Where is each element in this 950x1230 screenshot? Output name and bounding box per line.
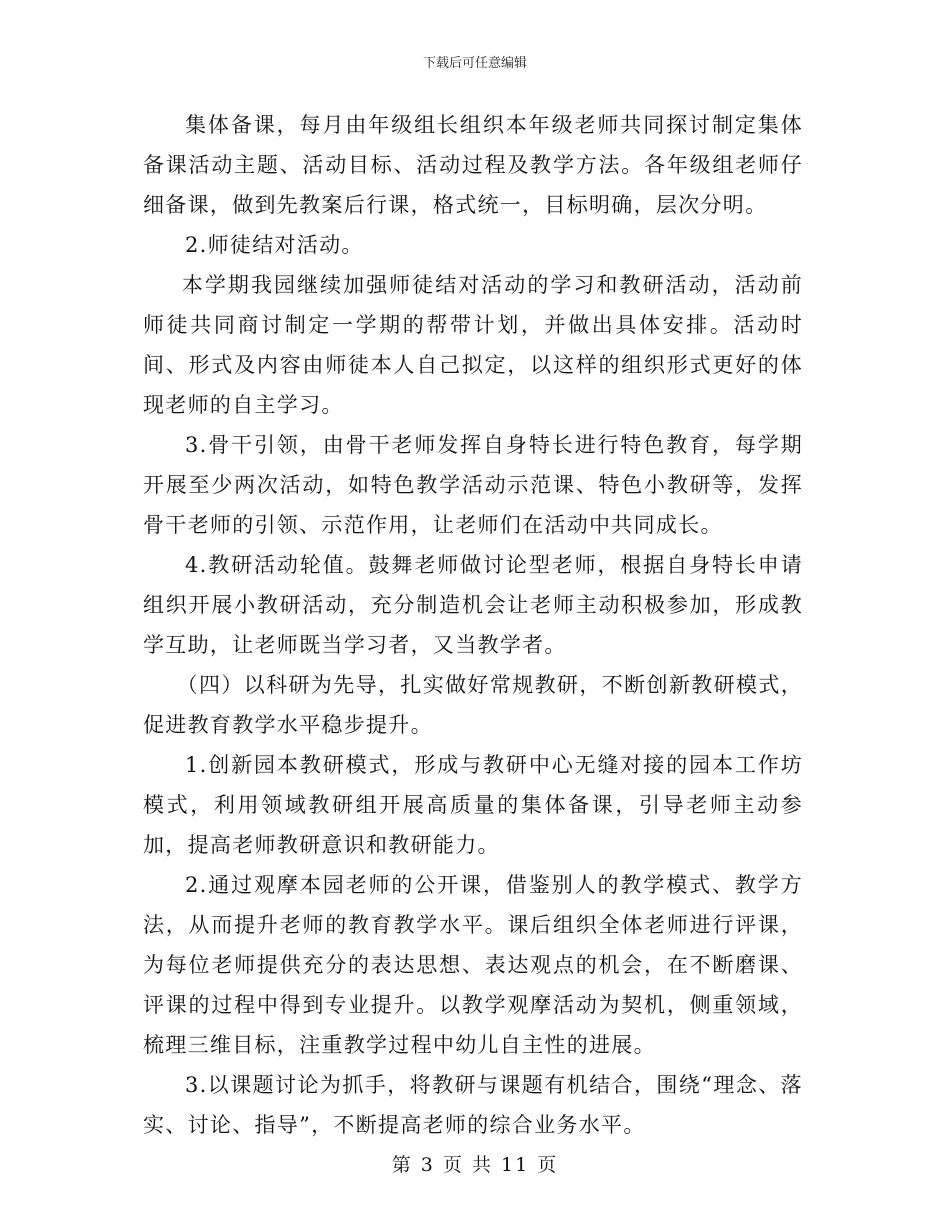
paragraph-research-rotation: 4.教研活动轮值。鼓舞老师做讨论型老师，根据自身特长申请组织开展小教研活动，充分制造机会让老师主动积极参加，形成教学互助，让老师既当学习者，又当教学者。 [143,553,803,657]
section-heading-four: （四）以科研为先导，扎实做好常规教研，不断创新教研模式，促进教育教学水平稳步提升。 [143,673,803,737]
paragraph-topic-research: 3.以课题讨论为抓手，将教研与课题有机结合，围绕“理念、落实、讨论、指导”，不断提高老师的综合业务水平。 [143,1073,803,1137]
page-header: 下载后可任意编辑 [422,56,527,71]
paragraph-collective-lesson-prep: 集体备课，每月由年级组长组织本年级老师共同探讨制定集体备课活动主题、活动目标、活动过程及教学方法。各年级组老师仔细备课，做到先教案后行课，格式统一，目标明确，层次分明。 [143,113,803,217]
paragraph-backbone-lead: 3.骨干引领，由骨干老师发挥自身特长进行特色教育，每学期开展至少两次活动，如特色教学活动示范课、特色小教研等，发挥骨干老师的引领、示范作用，让老师们在活动中共同成长。 [143,433,803,537]
paragraph-innovate-model: 1.创新园本教研模式，形成与教研中心无缝对接的园本工作坊模式，利用领域教研组开展高质量的集体备课，引导老师主动参加，提高老师教研意识和教研能力。 [143,753,803,857]
paragraph-mentor-activity: 本学期我园继续加强师徒结对活动的学习和教研活动，活动前师徒共同商讨制定一学期的帮带计划，并做出具体安排。活动时间、形式及内容由师徒本人自己拟定，以这样的组织形式更好的体现老师的自主学习。 [143,273,803,417]
paragraph-mentor-heading: 2.师徒结对活动。 [185,233,364,257]
document-body [143,105,803,1145]
page-number: 第 3 页 共 11 页 [391,1154,559,1176]
paragraph-observation-lessons: 2.通过观摩本园老师的公开课，借鉴别人的教学模式、教学方法，从而提升老师的教育教学水平。课后组织全体老师进行评课，为每位老师提供充分的表达思想、表达观点的机会，在不断磨课、评课的过程中得到专业提升。以教学观摩活动为契机，侧重领域，梳理三维目标，注重教学过程中幼儿自主性的进展。 [143,873,803,1057]
